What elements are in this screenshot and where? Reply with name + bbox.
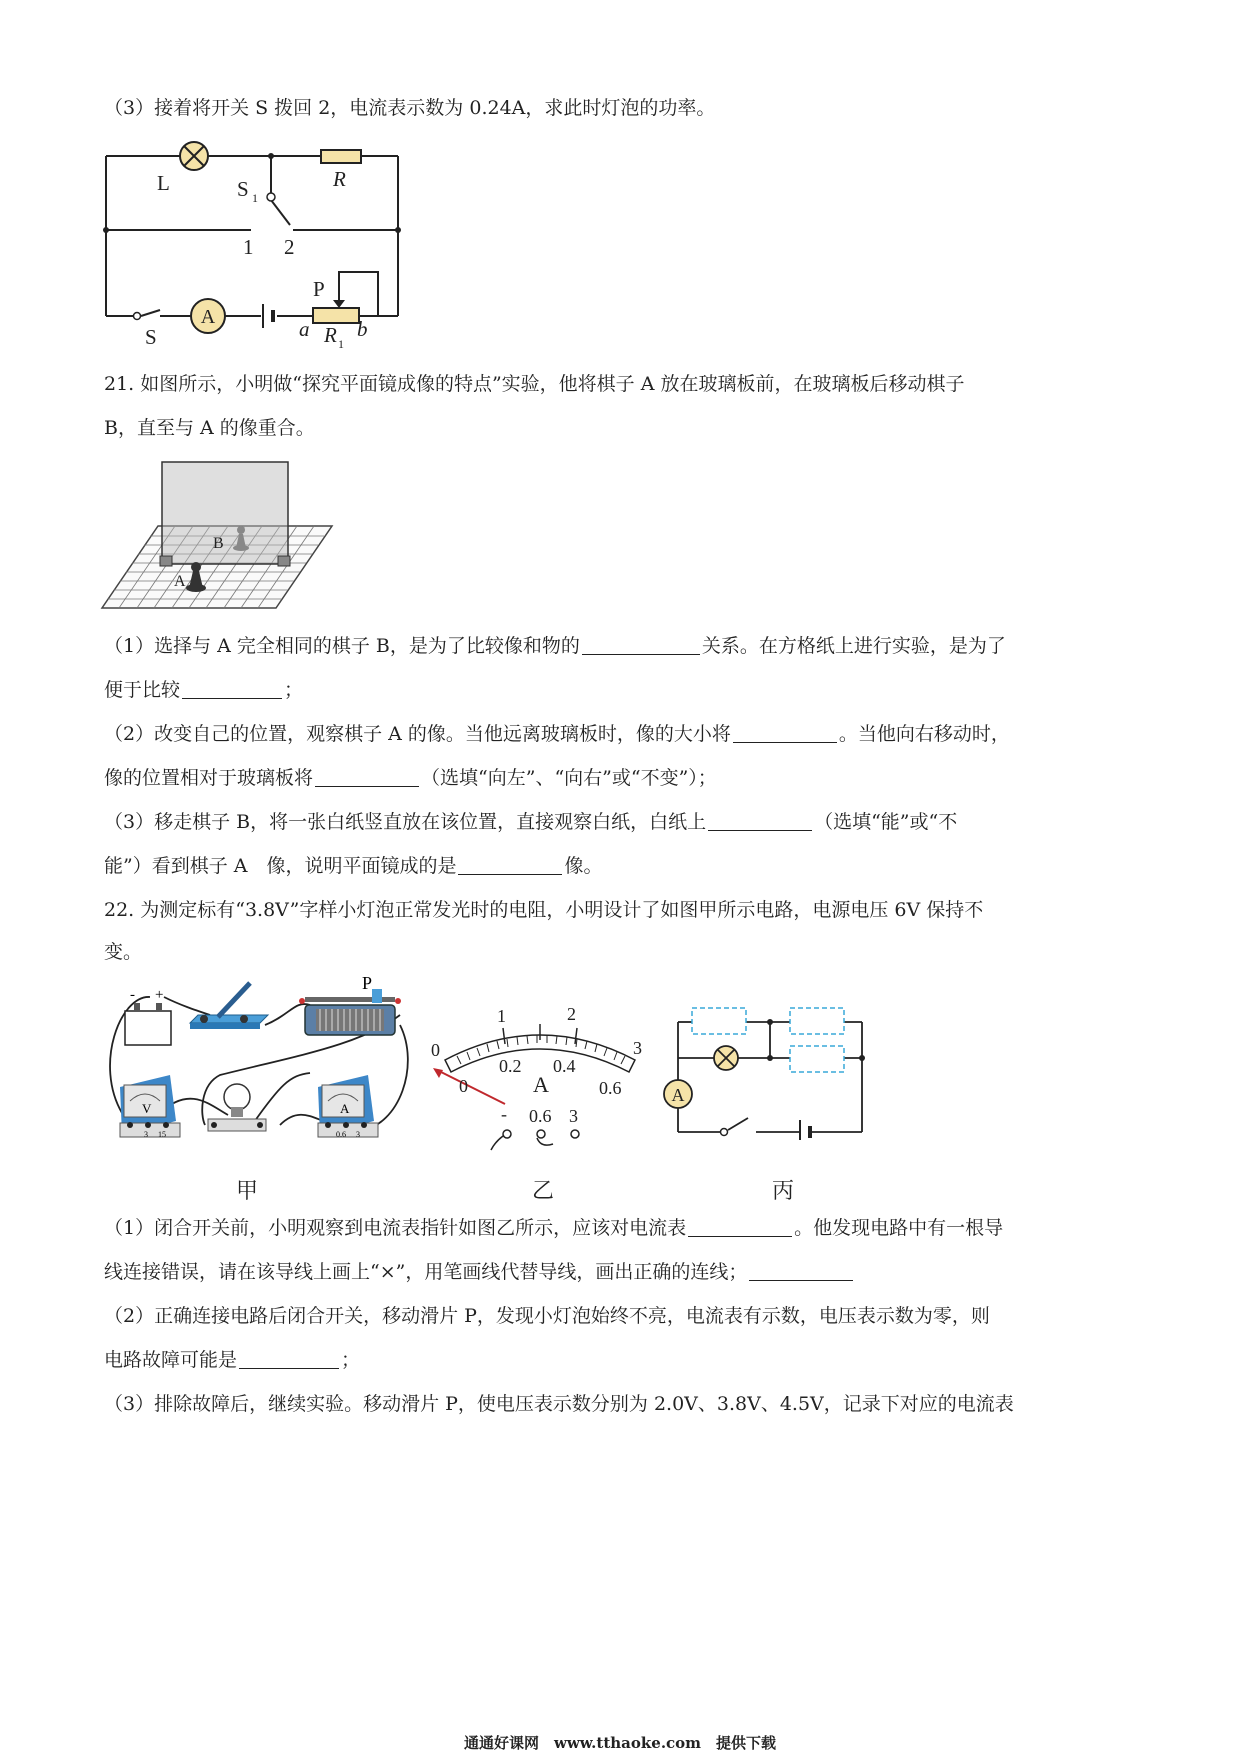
q21-part3-line2 (104, 854, 603, 878)
q21-p2-text-b: 。当他向右移动时， (838, 723, 1010, 745)
q21-p1-text-c: 便于比较 (104, 679, 181, 701)
battery-minus-label: - (130, 987, 135, 1003)
q22-part2-line2 (104, 1348, 360, 1372)
terminal-0.6: 0.6 (529, 1106, 552, 1126)
dial-bottom-0.4: 0.4 (553, 1056, 576, 1076)
label-A: A (174, 573, 186, 590)
label-S: S (145, 325, 157, 349)
knife-switch-icon (190, 983, 268, 1029)
answer-blank (239, 1349, 339, 1369)
ammeter-label: A (671, 1085, 685, 1105)
label-L: L (157, 171, 170, 195)
q22-part1-line1 (104, 1216, 1003, 1240)
q22-p2-text-a: 电路故障可能是 (104, 1349, 238, 1371)
q21-p2-text-d: （选填“向左”、“向右”或“不变”）； (421, 767, 717, 789)
q21-part3-line1 (104, 810, 957, 834)
battery-icon (125, 1003, 171, 1045)
q21-p1-text-d: ； (284, 679, 304, 701)
voltmeter-V-label: V (142, 1101, 152, 1116)
answer-blank (182, 679, 282, 699)
label-1: 1 (243, 235, 254, 259)
dial-top-1: 1 (497, 1006, 506, 1026)
lamp-L-icon (180, 142, 208, 170)
q21-p1-text-b: 关系。在方格纸上进行实验，是为了 (701, 635, 1006, 657)
answer-blank (733, 723, 837, 743)
rheostat-R1-icon (313, 308, 359, 323)
page-footer: 通通好课网 www.tthaoke.com 提供下载 (463, 1734, 777, 1752)
ammeter-terminal-3: 3 (356, 1130, 360, 1139)
q21-p3-text-a: （3）移走棋子 B，将一张白纸竖直放在该位置，直接观察白纸，白纸上 (104, 811, 707, 833)
answer-blank (315, 767, 419, 787)
label-P: P (313, 277, 325, 301)
lamp-icon (714, 1046, 738, 1070)
battery-icon (263, 304, 273, 328)
dial-bottom-0.6: 0.6 (599, 1078, 622, 1098)
answer-blank (688, 1217, 792, 1237)
label-R: R (333, 167, 346, 191)
q21-stem-line1: 21. 如图所示，小明做“探究平面镜成像的特点”实验，他将棋子 A 放在玻璃板前，在玻璃板后移动棋子 (104, 373, 965, 395)
q21-p2-text-a: （2）改变自己的位置，观察棋子 A 的像。当他远离玻璃板时，像的大小将 (104, 723, 731, 745)
ammeter-needle (437, 1070, 505, 1104)
label-B: B (213, 535, 224, 552)
ammeter-label: A (200, 306, 216, 328)
dial-top-2: 2 (567, 1004, 576, 1024)
dial-top-3: 3 (633, 1038, 642, 1058)
q22-p1-text-a: （1）闭合开关前，小明观察到电流表指针如图乙所示，应该对电流表 (104, 1217, 687, 1239)
q21-p3-text-c: 能”）看到棋子 A 像，说明平面镜成的是 (104, 855, 457, 877)
terminal-minus: - (501, 1104, 507, 1124)
q21-part2-line1 (104, 722, 1010, 746)
answer-blank (708, 811, 812, 831)
q22-p2-text-b: ； (341, 1349, 361, 1371)
battery-plus-label: + (155, 987, 164, 1003)
q22-figure-bing (660, 1000, 880, 1140)
voltmeter-terminal-3: 3 (144, 1130, 148, 1139)
caption-jia: 甲 (236, 1179, 259, 1204)
q22-p1-text-c: 线连接错误，请在该导线上画上“×”，用笔画线代替导线，画出正确的连线； (104, 1261, 748, 1283)
q22-part3-line1: （3）排除故障后，继续实验。移动滑片 P，使电压表示数分别为 2.0V、3.8V、4.5V，记录下对应的电流表 (104, 1393, 1014, 1415)
q21-stem-line2: B，直至与 A 的像重合。 (104, 417, 315, 439)
q21-p3-text-d: 像。 (564, 855, 603, 877)
answer-blank (458, 855, 562, 875)
dial-bottom-0.2: 0.2 (499, 1056, 522, 1076)
terminal-3: 3 (569, 1106, 578, 1126)
label-S1: S (237, 177, 249, 201)
rheostat-icon (299, 989, 401, 1035)
ammeter-dial-scale (445, 1035, 635, 1072)
voltmeter-terminal-15: 15 (158, 1130, 166, 1139)
answer-blank (582, 635, 700, 655)
resistor-R-icon (321, 150, 361, 163)
label-S1-sub: 1 (252, 191, 258, 205)
dial-top-0: 0 (431, 1040, 440, 1060)
q22-part2-line1: （2）正确连接电路后闭合开关，移动滑片 P，发现小灯泡始终不亮，电流表有示数，电压表示数为零，则 (104, 1305, 990, 1327)
q22-part1-line2 (104, 1260, 855, 1284)
dial-unit-A: A (533, 1072, 549, 1097)
q21-p3-text-b: （选填“能”或“不 (814, 811, 958, 833)
q22-stem-line1: 22. 为测定标有“3.8V”字样小灯泡正常发光时的电阻，小明设计了如图甲所示电路，电源电压 6V 保持不 (104, 899, 984, 921)
q21-part2-line2 (104, 766, 717, 790)
q21-part1-line1 (104, 634, 1006, 658)
q21-part1-line2 (104, 678, 303, 702)
slider-P-label: P (362, 975, 373, 993)
ammeter-icon (664, 1080, 692, 1108)
q20-part3-text: （3）接着将开关 S 拨回 2，电流表示数为 0.24A，求此时灯泡的功率。 (104, 97, 716, 119)
battery-icon (800, 1120, 810, 1140)
q21-mirror-diagram (100, 458, 340, 618)
dial-bottom-0: 0 (459, 1076, 468, 1096)
label-R1-sub: 1 (338, 337, 344, 350)
ammeter-terminal-0.6: 0.6 (336, 1130, 346, 1139)
q22-stem-line2: 变。 (104, 941, 143, 963)
ammeter-A-label: A (340, 1101, 350, 1116)
label-2: 2 (284, 235, 295, 259)
glass-plate (162, 462, 288, 564)
q21-p1-text-a: （1）选择与 A 完全相同的棋子 B，是为了比较像和物的 (104, 635, 580, 657)
answer-blank (749, 1261, 853, 1281)
ammeter-A-icon (191, 299, 225, 333)
q22-p1-text-b: 。他发现电路中有一根导 (794, 1217, 1004, 1239)
q22-figure-jia (100, 975, 420, 1165)
label-R1: R (324, 323, 337, 347)
label-a: a (299, 317, 310, 341)
caption-yi: 乙 (532, 1179, 555, 1204)
label-b: b (357, 317, 368, 341)
caption-bing: 丙 (772, 1179, 795, 1204)
q20-circuit-diagram (95, 130, 415, 350)
q21-p2-text-c: 像的位置相对于玻璃板将 (104, 767, 314, 789)
